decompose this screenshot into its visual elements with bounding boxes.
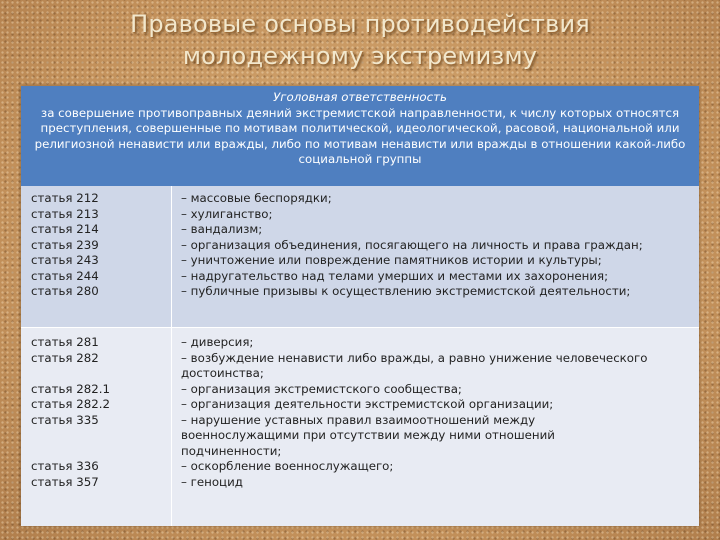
article-number: статья 335 xyxy=(31,412,99,427)
legal-table xyxy=(21,86,699,526)
offenses-cell xyxy=(172,328,699,526)
articles-cell xyxy=(21,328,172,526)
article-number: статья 282 xyxy=(31,350,99,365)
offense-item: – вандализм; xyxy=(181,222,263,236)
offense-item: – геноцид xyxy=(181,474,243,489)
table-header-text: за совершение противоправных деяний экстремистской направленности, к числу которых относятся преступления, совершенные по мотивам политической, идеологической, расовой, национальной или религиозной ненависти или вражды, либо по мотивам ненависти или вражды в отношении какой-либо социальной группы xyxy=(34,105,686,166)
table-header-title: Уголовная ответственность xyxy=(273,90,447,104)
offense-item: – диверсия; xyxy=(181,335,254,349)
table-row xyxy=(21,186,699,327)
article-number: статья 336 xyxy=(31,459,99,473)
offense-item: подчиненности; xyxy=(181,443,282,458)
slide-title-line-2: молодежному экстремизму xyxy=(182,42,538,70)
article-number: статья 212 xyxy=(31,191,99,205)
article-number: статья 244 xyxy=(31,268,99,283)
article-number: статья 214 xyxy=(31,222,99,236)
offense-item: – массовые беспорядки; xyxy=(181,191,332,205)
offense-item: – оскорбление военнослужащего; xyxy=(181,459,394,473)
offense-item: – возбуждение ненависти либо вражды, а равно унижение человеческого xyxy=(181,350,648,365)
article-spacer xyxy=(31,428,171,444)
offense-item: – организация объединения, посягающего на личность и права граждан; xyxy=(181,237,643,252)
article-spacer xyxy=(31,366,171,382)
offense-item: – уничтожение или повреждение памятников истории и культуры; xyxy=(181,253,602,267)
article-spacer xyxy=(31,444,171,460)
table-row xyxy=(21,327,699,526)
article-number: статья 213 xyxy=(31,206,99,221)
article-number: статья 282.1 xyxy=(31,381,111,396)
slide-title-line-1: Правовые основы противодействия xyxy=(130,10,590,38)
offenses-cell xyxy=(172,186,699,327)
article-number: статья 282.2 xyxy=(31,397,111,411)
article-number: статья 239 xyxy=(31,237,99,252)
articles-cell xyxy=(21,186,172,327)
offense-item: достоинства; xyxy=(181,366,264,380)
offense-item: – публичные призывы к осуществлению экстремистской деятельности; xyxy=(181,284,631,298)
offense-item: военнослужащими при отсутствии между ними отношений xyxy=(181,428,555,442)
offense-item: – хулиганство; xyxy=(181,206,273,221)
article-number: статья 243 xyxy=(31,253,99,267)
offense-item: – организация деятельности экстремистской организации; xyxy=(181,397,554,411)
article-number: статья 281 xyxy=(31,335,99,349)
offense-item: – надругательство над телами умерших и местами их захоронения; xyxy=(181,268,609,283)
article-number: статья 280 xyxy=(31,284,99,298)
offense-item: – нарушение уставных правил взаимоотношений между xyxy=(181,412,536,427)
article-number: статья 357 xyxy=(31,474,99,489)
offense-item: – организация экстремистского сообщества; xyxy=(181,381,462,396)
slide-title xyxy=(0,8,720,72)
table-header xyxy=(21,86,699,186)
